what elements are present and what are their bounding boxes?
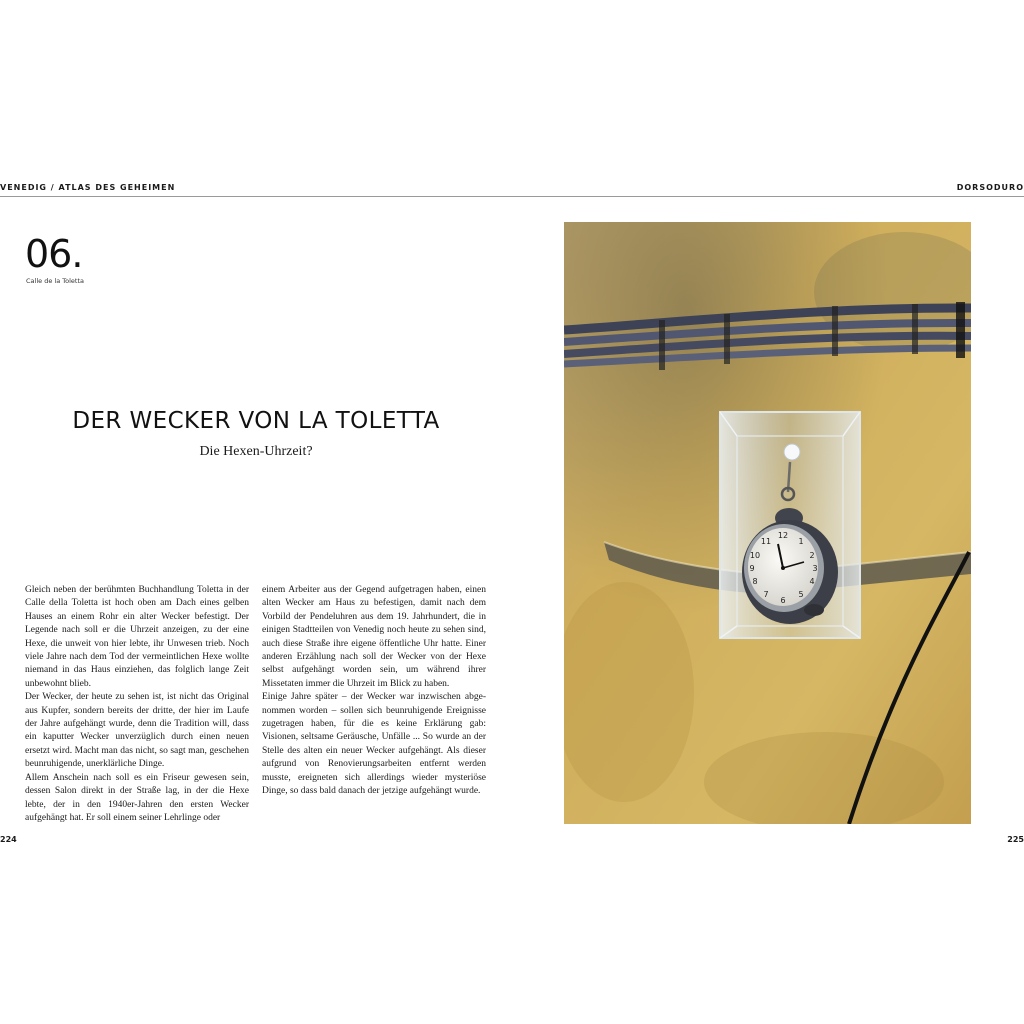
svg-text:6: 6 <box>780 596 786 605</box>
svg-text:4: 4 <box>809 577 815 586</box>
page-number-right: 225 <box>1007 835 1024 844</box>
body-column-2 <box>262 584 486 799</box>
body-column-1 <box>25 584 249 825</box>
svg-text:8: 8 <box>752 577 758 586</box>
running-header-right: DORSODURO <box>956 183 1024 192</box>
svg-text:9: 9 <box>749 564 755 573</box>
svg-text:12: 12 <box>777 531 789 540</box>
running-header-left: VENEDIG / ATLAS DES GEHEIMEN <box>0 183 176 192</box>
paragraph: Einige Jahre später – der Wecker war inzwischen abgenommen worden – sollen sich beunruhigende Ereignisse zugetragen haben, für die es keine Erklärung gab: Visionen, seltsame Geräusche, Unfälle ... So wurde an der Stelle des alten ein neuer Wecker aufgehängt. Als dieser aufgrund von Renovierungsarbeiten entfernt werden musste, ereigneten sich allerdings wieder mysteriöse Dinge, so dass bald danach der jetzige aufgehängt wurde. <box>262 692 486 797</box>
svg-text:7: 7 <box>763 590 769 599</box>
svg-text:1: 1 <box>798 537 804 546</box>
svg-text:2: 2 <box>809 551 815 560</box>
article-title: DER WECKER VON LA TOLETTA <box>72 408 440 434</box>
entry-location: Calle de la Toletta <box>26 277 84 285</box>
entry-number: 06. <box>25 232 83 276</box>
page-number-left: 224 <box>0 835 17 844</box>
paragraph: einem Arbeiter aus der Gegend aufgetragen haben, einen alten Wecker am Haus zu befestigen, damit nach dem Vorbild der Pendeluhren aus dem 19. Jahrhundert, die in einigen Stadtteilen von Venedig noch heute zu sehen sind, auch diese Straße ihre eigene öffentliche Uhr hatte. Einer anderen Erzählung nach soll der Wecker von der Hexe selbst aufgehängt worden sein, um während ihrer Missetaten immer die Uhrzeit im Blick zu haben. <box>262 585 486 689</box>
article-subtitle: Die Hexen-Uhrzeit? <box>199 444 313 459</box>
svg-text:11: 11 <box>760 537 772 546</box>
clock-photo <box>564 222 971 824</box>
svg-text:5: 5 <box>798 590 804 599</box>
svg-text:10: 10 <box>749 551 761 560</box>
paragraph: Gleich neben der berühmten Buchhandlung Toletta in der Calle della Toletta ist hoch oben am Dach eines gelben Hauses an einem Rohr ein alter Wecker befestigt. Der Legende nach soll er die Uhrzeit anzeigen, zu der eine Hexe, die unweit von hier lebte, ihr Unwesen trieb. Noch viele Jahre nach dem Tod der vermeintlichen Hexe wollte niemand in das Haus einziehen, das folglich lange Zeit unbewohnt blieb. <box>25 585 249 689</box>
paragraph: Allem Anschein nach soll es ein Friseur gewesen sein, dessen Salon direkt in der Straße lag, in der die Hexe lebte, der in den 1940er-Jahren den ersten Wecker aufgehängt hat. Er soll einem seiner Lehrlinge oder <box>25 772 249 823</box>
paragraph: Der Wecker, der heute zu sehen ist, ist nicht das Original aus Kupfer, sondern bereits der dritte, der hier im Laufe der Jahre aufgehängt wurde, denn die Tradition will, dass ein kaputter Wecker unverzüglich durch einen neuen ersetzt wird. Macht man das nicht, so sagt man, geschehen beunruhigende, unerklärliche Dinge. <box>25 692 249 770</box>
header-divider <box>0 196 1024 197</box>
svg-text:3: 3 <box>812 564 818 573</box>
